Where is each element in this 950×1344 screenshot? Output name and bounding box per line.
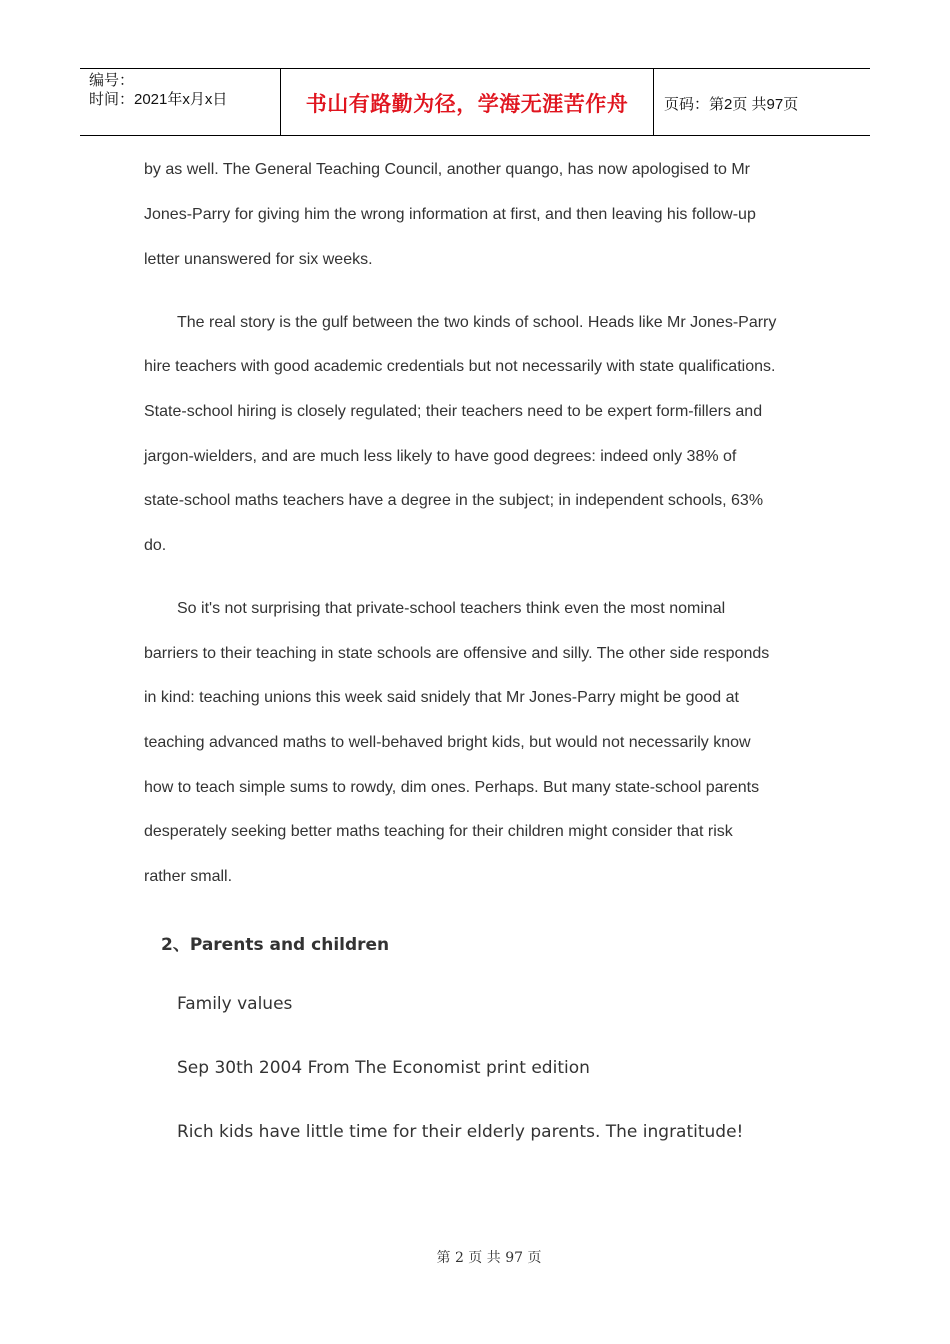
paragraph-line: barriers to their teaching in state schools are offensive and silly. The other side responds <box>144 645 770 662</box>
paragraph-line: do. <box>144 537 167 554</box>
section-heading: 2、Parents and children <box>161 935 390 955</box>
header-motto-cell <box>281 69 654 135</box>
article-dateline: Sep 30th 2004 From The Economist print edition <box>177 1058 590 1078</box>
article-standfirst: Rich kids have little time for their elderly parents. The ingratitude! <box>177 1122 744 1142</box>
header-meta <box>80 69 281 135</box>
header-page-cell <box>654 69 870 135</box>
paragraph-line: by as well. The General Teaching Council, another quango, has now apologised to Mr <box>144 161 751 178</box>
paragraph-line: rather small. <box>144 868 233 885</box>
paragraph-line: teaching advanced maths to well-behaved bright kids, but would not necessarily know <box>144 734 751 751</box>
paragraph-line: hire teachers with good academic credentials but not necessarily with state qualifications. <box>144 358 776 375</box>
page-header <box>80 68 870 136</box>
paragraph-line: State-school hiring is closely regulated; their teachers need to be expert form-fillers and <box>144 403 763 420</box>
paragraph-line: state-school maths teachers have a degree in the subject; in independent schools, 63% <box>144 492 764 509</box>
paragraph-line: The real story is the gulf between the two kinds of school. Heads like Mr Jones-Parry <box>177 314 777 331</box>
date-label: 时间：2021年x月x日 <box>89 91 228 108</box>
page-label: 页码：第2页 共97页 <box>664 95 799 113</box>
paragraph-line: Jones-Parry for giving him the wrong information at first, and then leaving his follow-up <box>144 206 756 223</box>
paragraph-line: jargon-wielders, and are much less likely to have good degrees: indeed only 38% of <box>144 448 737 465</box>
paragraph-line: letter unanswered for six weeks. <box>144 251 373 268</box>
paragraph-line: in kind: teaching unions this week said snidely that Mr Jones-Parry might be good at <box>144 689 739 706</box>
paragraph-line: how to teach simple sums to rowdy, dim ones. Perhaps. But many state-school parents <box>144 779 760 796</box>
page-footer: 第 2 页 共 97 页 <box>436 1250 542 1266</box>
number-label: 编号： <box>89 72 135 89</box>
motto: 书山有路勤为径，学海无涯苦作舟 <box>305 92 629 116</box>
article-title: Family values <box>177 994 293 1014</box>
paragraph-line: So it's not surprising that private-school teachers think even the most nominal <box>177 600 726 617</box>
paragraph-line: desperately seeking better maths teaching for their children might consider that risk <box>144 823 733 840</box>
